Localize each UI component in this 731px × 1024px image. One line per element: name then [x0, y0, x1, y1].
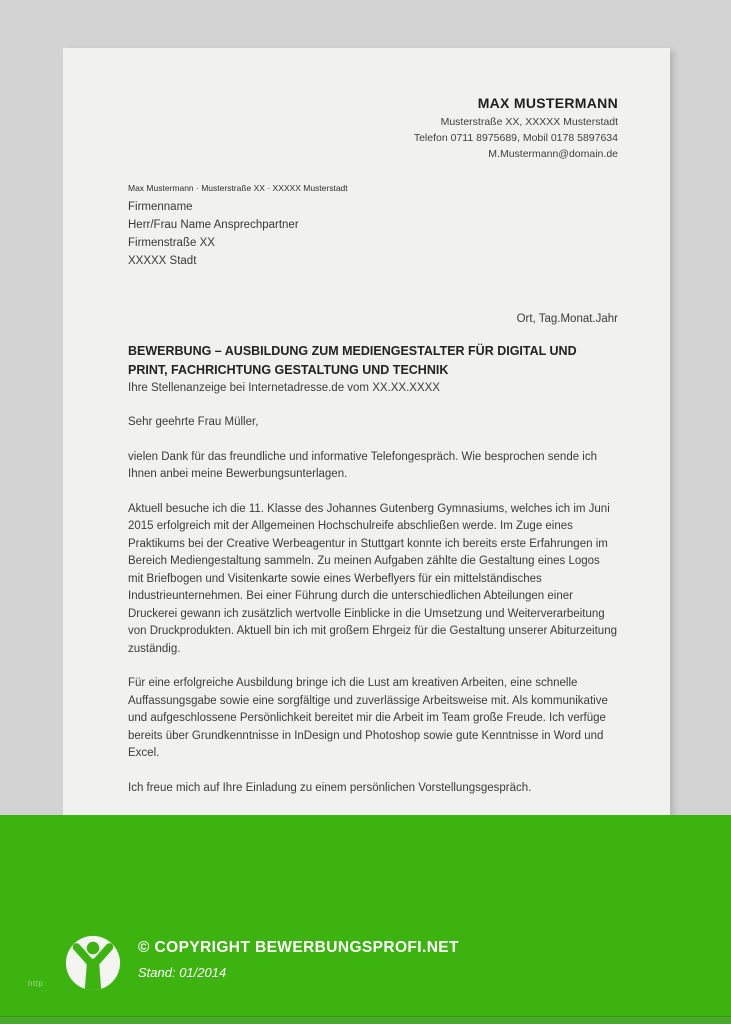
sender-block: [128, 95, 618, 162]
footer-band: [0, 815, 731, 1024]
salutation: Sehr geehrte Frau Müller,: [128, 416, 259, 428]
footer-text-block: [138, 939, 459, 980]
footer-copyright: © COPYRIGHT BEWERBUNGSPROFI.NET: [138, 939, 459, 956]
person-arms-raised-icon: [64, 934, 122, 992]
letter-page: [63, 48, 670, 905]
recipient-city: XXXXX Stadt: [128, 255, 197, 267]
recipient-block: [128, 198, 618, 270]
footer-watermark: http: [28, 979, 44, 988]
sender-name: MAX MUSTERMANN: [477, 95, 618, 111]
footer-content: [0, 815, 731, 1024]
date-line: Ort, Tag.Monat.Jahr: [516, 313, 618, 325]
subject-heading: BEWERBUNG – AUSBILDUNG ZUM MEDIENGESTALTER FÜR DIGITAL UND PRINT, FACHRICHTUNG GESTALTUNG UND TECHNIK: [128, 344, 577, 377]
footer-bottom-strip: [0, 1016, 731, 1024]
subject-subline: Ihre Stellenanzeige bei Internetadresse.de vom XX.XX.XXXX: [128, 382, 440, 394]
paragraph-4: Ich freue mich auf Ihre Einladung zu einem persönlichen Vorstellungsgespräch.: [128, 781, 532, 794]
sender-address: Musterstraße XX, XXXXX Musterstadt: [440, 116, 618, 128]
recipient-street: Firmenstraße XX: [128, 237, 215, 249]
sender-phone: Telefon 0711 8975689, Mobil 0178 5897634: [413, 132, 618, 144]
paragraph-2: Aktuell besuche ich die 11. Klasse des Johannes Gutenberg Gymnasiums, welches ich im Juni 2015 erfolgreich mit der Allgemeinen Hochschulreife abschließen werde. Im Zuge eines Praktikums bei der Creative Werbeagentur in Stuttgart konnte ich bereits erste Erfahrungen im Bereich Mediengestaltung sammeln. Zu meinen Aufgaben zählte die Gestaltung eines Logos mit Briefbogen und Visitenkarte sowie eines Werbeflyers für ein mittelständisches Industrieunternehmen. Bei einer Führung durch die unterschiedlichen Abteilungen einer Druckerei gewann ich zusätzlich wertvolle Einblicke in die Umsetzung und Weiterverarbeitung von Druckprodukten. Aktuell bin ich mit großem Ehrgeiz für die Gestaltung unserer Abiturzeitung zuständig.: [128, 502, 617, 655]
sender-email: M.Mustermann@domain.de: [488, 148, 618, 160]
footer-version: Stand: 01/2014: [138, 965, 227, 980]
paragraph-1: vielen Dank für das freundliche und informative Telefongespräch. Wie besprochen sende ich Ihnen anbei meine Bewerbungsunterlagen.: [128, 450, 598, 480]
recipient-company: Firmenname: [128, 201, 193, 213]
paragraph-3: Für eine erfolgreiche Ausbildung bringe ich die Lust am kreativen Arbeiten, eine schnelle Auffassungsgabe sowie eine sorgfältige und zuverlässige Arbeitsweise mit. Als kommunikative und aufgeschlossene Persönlichkeit bereitet mir die Arbeit im Team große Freude. Ich verfüge bereits über Grundkenntnisse in InDesign und Photoshop sowie gute Kenntnisse in Word und Excel.: [128, 677, 608, 759]
recipient-contact: Herr/Frau Name Ansprechpartner: [128, 219, 299, 231]
return-address-line: Max Mustermann · Musterstraße XX · XXXXX Musterstadt: [128, 183, 348, 193]
